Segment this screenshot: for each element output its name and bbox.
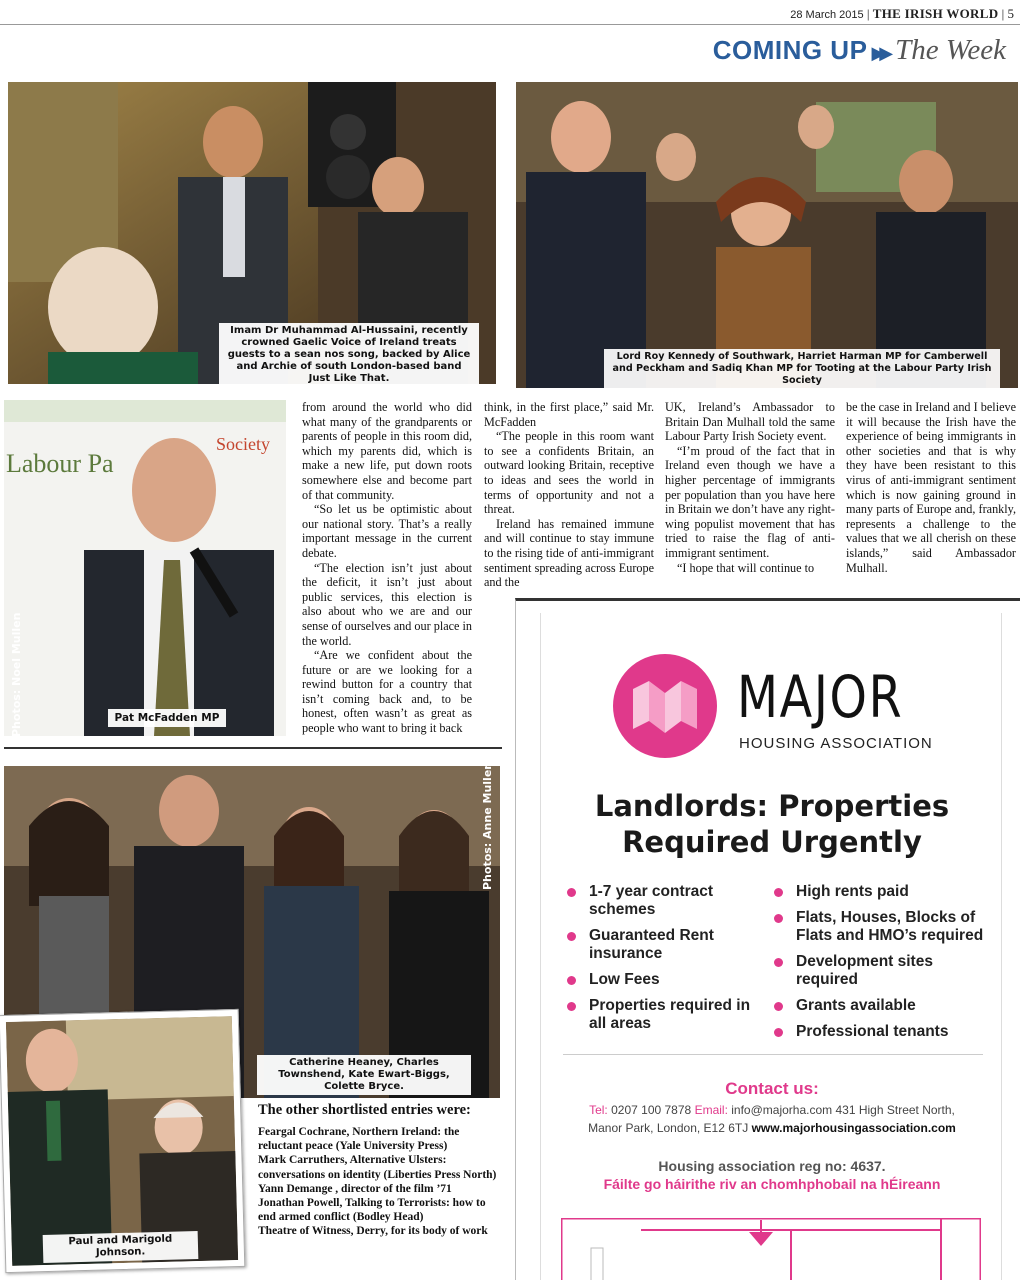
article-column-3 — [665, 400, 835, 592]
brand-subtitle: HOUSING ASSOCIATION — [739, 735, 933, 752]
bullet-item: Flats, Houses, Blocks of Flats and HMO’s required — [774, 909, 984, 945]
shortlist-item: Feargal Cochrane, Northern Ireland: the reluctant peace (Yale University Press) — [258, 1126, 460, 1153]
section-heading — [713, 34, 1006, 67]
header-rule — [0, 24, 1020, 25]
col3-paragraph: “I hope that will continue to — [677, 560, 815, 575]
tel-label: Tel: — [589, 1103, 608, 1117]
contact-heading: Contact us: — [725, 1079, 819, 1098]
website-link[interactable]: www.majorhousingassociation.com — [751, 1121, 956, 1135]
bullet-item: Development sites required — [774, 953, 984, 989]
bullet-item: 1-7 year contract schemes — [567, 883, 752, 919]
bullet-item: Properties required in all areas — [567, 997, 752, 1033]
caption-imam: Imam Dr Muhammad Al-Hussaini, recently crowned Gaelic Voice of Ireland treats guests to a sean nos song, backed by Alice and Archie of south London-based band Just Like That. — [219, 323, 479, 387]
col2-paragraph: Ireland has remained immune and will continue to stay immune to the rising tide of anti-immigrant sentiment spreading across Europe and the — [484, 516, 654, 590]
page-number: 5 — [1007, 6, 1014, 21]
paper-name: THE IRISH WORLD — [872, 6, 999, 21]
shortlist-item: Mark Carruthers, Alternative Ulsters: conversations on identity (Liberties Press North) — [258, 1154, 497, 1181]
caption-mcfadden: Pat McFadden MP — [108, 709, 226, 727]
irish-welcome: Fáilte go háirithe riv an chomhphobail na hÉireann — [603, 1176, 941, 1192]
col1-paragraph: from around the world who did what many of the grandparents or parents of people in this room did, which my parents did, which is make a new life, put down roots somewhere else and become part of that community. — [302, 400, 472, 502]
photo-labour-society — [516, 82, 1018, 388]
banner-text-labour: Labour Pa — [6, 449, 114, 478]
section-subtitle: The Week — [895, 34, 1006, 66]
floorplan-icon — [561, 1218, 981, 1280]
shortlist-item: Yann Demange , director of the film ’71 — [258, 1182, 452, 1195]
photo-mcfadden-illustration — [4, 400, 286, 736]
headline-line-2: Required Urgently — [622, 825, 922, 859]
shortlist-item: Jonathan Powell, Talking to Terrorists: how to end armed conflict (Bodley Head) — [258, 1197, 486, 1224]
advert-divider — [563, 1054, 983, 1055]
banner-text-society: Society — [216, 434, 270, 454]
bullet-list-left — [567, 883, 752, 1041]
caption-johnson: Paul and Marigold Johnson. — [43, 1231, 199, 1263]
article-column-1 — [302, 400, 472, 736]
caption-ewart-biggs: Catherine Heaney, Charles Townshend, Kate Ewart-Biggs, Colette Bryce. — [257, 1055, 471, 1095]
major-housing-advert — [515, 598, 1020, 1280]
bullet-list-right — [774, 883, 984, 1049]
photo-labour-illustration — [516, 82, 1018, 388]
tel-number[interactable]: 0207 100 7878 — [611, 1103, 692, 1117]
col4-paragraph: be the case in Ireland and I believe it will because the Irish have the experience of being immigrants in other societies and that is why they have been resistant to this virus of anti-immigrant sentiment which is now gaining ground in many parts of Europe and, frankly, represents a challenge to the values that we all cherish on these islands,” said Ambassador Mulhall. — [846, 400, 1016, 575]
registration-number: Housing association reg no: 4637. — [658, 1158, 886, 1174]
credit-noel-mullen: Photos: Noel Mullen — [10, 612, 23, 737]
issue-date: 28 March 2015 — [790, 9, 864, 21]
article-column-4 — [846, 400, 1016, 592]
bullet-item: Grants available — [774, 997, 984, 1015]
shortlist-item: Theatre of Witness, Derry, for its body of work — [258, 1225, 488, 1238]
bullet-item: Low Fees — [567, 971, 752, 989]
address-line-2: Manor Park, London, E12 6TJ — [588, 1121, 749, 1135]
advert-panel — [540, 613, 1002, 1280]
headline-line-1: Landlords: Properties — [594, 789, 950, 823]
shortlist-title: The other shortlisted entries were: — [258, 1102, 471, 1118]
bullet-item: Professional tenants — [774, 1023, 984, 1041]
col3-paragraph: UK, Ireland’s Ambassador to Britain Dan Mulhall told the same Labour Party Irish Society event. — [665, 400, 835, 444]
bullet-item: Guaranteed Rent insurance — [567, 927, 752, 963]
article-column-2 — [484, 400, 654, 592]
page-masthead: 28 March 2015 | THE IRISH WORLD | 5 — [790, 6, 1014, 21]
email-label: Email: — [694, 1103, 728, 1117]
bullet-item: High rents paid — [774, 883, 984, 901]
col2-paragraph: think, in the first place,” said Mr. McFadden — [484, 400, 654, 429]
photo-pat-mcfadden — [4, 400, 286, 736]
email-address[interactable]: info@majorha.com — [731, 1103, 833, 1117]
col1-paragraph: “Are we confident about the future or are we looking for a rewind button for a country that isn’t coming back and, to be honest, often wasn’t as great as people who want to bring it back — [302, 648, 472, 736]
col1-paragraph: “The election isn’t just about the deficit, it isn’t just about public services, this election is also about who we are and our sense of ourselves and our place in the world. — [302, 560, 472, 648]
col2-paragraph: “The people in this room want to see a confidents Britain, an outward looking Britain, receptive to ideas and sees the world in terms of opportunity and not a threat. — [484, 429, 654, 517]
brand-name: MAJOR — [737, 663, 904, 731]
address-line-1: 431 High Street North, — [835, 1103, 955, 1117]
contact-line-2 — [541, 1121, 1003, 1135]
credit-anne-mullen: Photos: Anne Mullen — [481, 761, 494, 890]
left-divider-rule — [4, 747, 502, 749]
contact-line-1 — [541, 1103, 1003, 1117]
double-arrow-icon: ▶▶ — [871, 43, 888, 64]
caption-labour: Lord Roy Kennedy of Southwark, Harriet Harman MP for Camberwell and Peckham and Sadiq Khan MP for Tooting at the Labour Party Irish Society — [604, 349, 1000, 389]
advert-headline — [541, 788, 1003, 860]
col1-paragraph: “So let us be optimistic about our national story. That’s a really important message in the current debate. — [302, 502, 472, 560]
shortlist-box — [258, 1102, 498, 1239]
photo-johnson-illustration — [6, 1016, 238, 1266]
major-logo-icon — [605, 651, 725, 761]
section-title: COMING UP — [712, 35, 868, 65]
col3-paragraph: “I’m proud of the fact that in Ireland even though we have a higher percentage of immigrants per population than you have here in Britain we don’t have any right-wing populist movement that has tried to raise the flag of anti-immigrant sentiment. — [665, 443, 835, 560]
